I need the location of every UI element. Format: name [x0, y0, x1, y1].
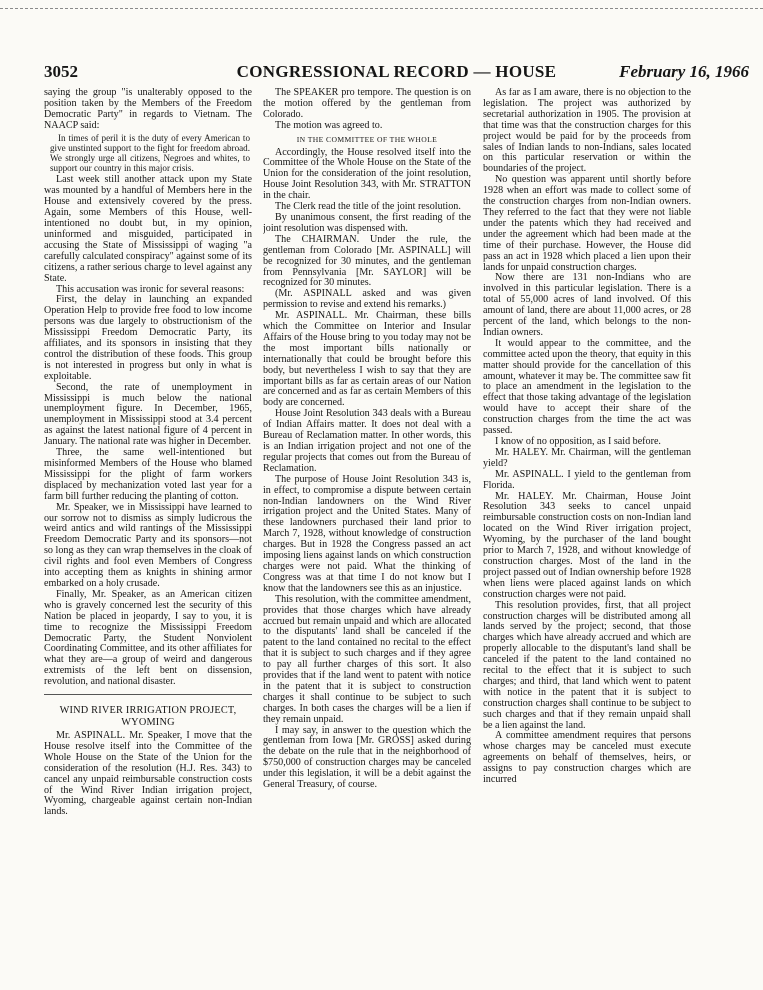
- page-number: 3052: [44, 62, 78, 81]
- paragraph: A committee amendment requires that persons whose charges may be canceled must execute agreements on behalf of themselves, heirs, or assigns to pay construction charges which are incurred: [483, 730, 691, 786]
- paragraph: This accusation was ironic for several reasons:: [56, 283, 245, 295]
- paragraph: No question was apparent until shortly before 1928 when an effort was made to collect some of the construction charges from non-Indian owners. They referred to the fact that they were not liable under the patents which they had received and under the agreement which had been made at the time of their purchase. However, the House did pass an act in 1928 which placed a lien upon their lands for unpaid construction charges.: [483, 174, 691, 273]
- paragraph: The motion was agreed to.: [275, 119, 383, 131]
- section-subheading: IN THE COMMITTEE OF THE WHOLE: [296, 134, 438, 144]
- column-2: [263, 88, 471, 978]
- paragraph: Mr. HALEY. Mr. Chairman, will the gentleman yield?: [483, 446, 691, 469]
- paragraph: This resolution, with the committee amendment, provides that those charges which have already accrued but remain unpaid and which are allocated to the disputants' land shall be canceled if the patent to the land contained no recital to the effect that it is subject to such charges and if they agree to pay all further charges of this sort. It also provides that if the land went to patent with notice in the patent that it is subject to construction charges it shall continue to be subject to such charges. In both cases the charges will be a lien if they remain unpaid.: [263, 593, 471, 725]
- paragraph: Mr. HALEY. Mr. Chairman, House Joint Resolution 343 seeks to cancel unpaid reimbursable construction costs on non-Indian land located on the Wind River irrigation project, Wyoming, by the purchaser of the land bought prior to March 7, 1928, and without knowledge of construction charges. Most of the land in the project passed out of Indian ownership before 1928 when liens were placed against lands on which construction charges were not paid.: [483, 490, 691, 600]
- paragraph: I know of no opposition, as I said before.: [495, 436, 661, 447]
- paragraph: saying the group "is unalterably opposed to the position taken by the Members of the Freedom Democratic Party" in regards to Vietnam. The NAACP said:: [44, 88, 252, 131]
- paragraph: Accordingly, the House resolved itself into the Committee of the Whole House on the State of the Union for the consideration of the joint resolution, House Joint Resolution 343, with Mr. STRATTON in the chair.: [263, 146, 471, 202]
- paragraph: Last week still another attack upon my State was mounted by a handful of Members here in the House and extensively covered by the press. Again, some Members of this House, well-intentioned no doubt but, in my opinion, uninformed and misguided, participated in accusing the State of Mississippi of waging "a carefully calculated conspiracy" against some of its citizens, a rather serious charge to level against any State.: [44, 174, 252, 284]
- paragraph: Finally, Mr. Speaker, as an American citizen who is gravely concerned lest the security of this Nation be placed in jeopardy, I say to you, it is time to recognize the Mississippi Freedom Democratic Party, the Student Nonviolent Coordinating Committee, and its other affiliates for what they are—a group of weird and dangerous extremists of the left bent on dissension, revolution, and national disaster.: [44, 588, 252, 688]
- paragraph: Now there are 131 non-Indians who are involved in this particular legislation. There is a total of 55,000 acres of land involved. Of this amount of land, there are about 11,000 acres, or 28 percent of the land, which belongs to the non-Indian owners.: [483, 272, 691, 338]
- paragraph: As far as I am aware, there is no objection to the legislation. The project was authorized by secretarial authorization in 1905. The provision at that time was that the construction charges for this project would be paid for by the proceeds from sales of Indian lands to non-Indians, sales located on this particular reservation or within the boundaries of the project.: [483, 88, 691, 175]
- paragraph: The SPEAKER pro tempore. The question is on the motion offered by the gentleman from Colorado.: [263, 88, 471, 120]
- paragraph: House Joint Resolution 343 deals with a Bureau of Indian Affairs matter. It does not deal with a Bureau of Reclamation matter. In other words, this is an Indian irrigation project and not one of the regular projects that comes out from the Bureau of Reclamation.: [263, 408, 471, 474]
- paragraph: I may say, in answer to the question which the gentleman from Iowa [Mr. GROSS] asked during the debate on the rule that in the neighborhood of $750,000 of construction charges may be canceled under this legislation, it will be a debit against the General Treasury, of course.: [263, 724, 471, 791]
- section-heading: WIND RIVER IRRIGATION PROJECT, WYOMING: [59, 705, 237, 728]
- block-quote: In times of peril it is the duty of every American to give unstinted support to the fight for freedom abroad. We strongly urge all citizens, Negroes and whites, to support our country in this major crisis.: [50, 132, 250, 174]
- page-header: [44, 62, 749, 84]
- section-divider: [44, 694, 252, 695]
- paragraph: Three, the same well-intentioned but misinformed Members of the House who blamed Mississippi for the plight of farm workers displaced by mechanization voted last year for a farm bill further reducing the planting of cotton.: [44, 447, 252, 502]
- column-3: [483, 88, 691, 978]
- paragraph: It would appear to the committee, and the committee acted upon the theory, that equity in this matter should provide for the cancellation of this amount, whatever it may be. The committee saw fit to place an amendment in the legislation to the effect that those taking advantage of the legislation would have to accept their share of the construction charges from the time the act was passed.: [483, 337, 691, 437]
- paragraph: Second, the rate of unemployment in Mississippi is much below the national unemployment figure. In December, 1965, unemployment in Mississippi stood at 3.4 percent as against the latest national figure of 4 percent in January. The national rate was higher in December.: [44, 381, 252, 448]
- paragraph: By unanimous consent, the first reading of the joint resolution was dispensed with.: [263, 211, 471, 234]
- paragraph: Mr. ASPINALL. I yield to the gentleman from Florida.: [483, 468, 691, 491]
- publication-title: CONGRESSIONAL RECORD — HOUSE: [236, 62, 557, 81]
- paragraph: The Clerk read the title of the joint resolution.: [275, 201, 461, 213]
- paragraph: Mr. Speaker, we in Mississippi have learned to our sorrow not to dismiss as simply ludicrous the weird antics and wild rantings of the Mississippi Freedom Democratic Party and its sponsors—not so long as they can wrap themselves in the cloak of civil rights and fool even Members of Congress into accepting them as knights in shining armor embarked on a holy crusade.: [44, 501, 252, 589]
- paragraph: Mr. ASPINALL. Mr. Speaker, I move that the House resolve itself into the Committee of the Whole House on the State of the Union for the consideration of the resolution (H.J. Res. 343) to cancel any unpaid reimbursable construction costs of the Wind River Indian irrigation project, Wyoming, chargeable against certain non-Indian lands.: [44, 730, 252, 818]
- publication-date: February 16, 1966: [619, 62, 749, 81]
- paragraph: The purpose of House Joint Resolution 343 is, in effect, to compromise a dispute between certain non-Indian landowners on the Wind River irrigation project and the United States. Many of these landowners purchased their land prior to March 7, 1928, without knowledge of construction charges. But in 1928 the Congress passed an act imposing liens against lands on which construction charges were not paid. What the thinking of Congress was at that time I do not know but I know that the landowners see this as an injustice.: [263, 473, 471, 594]
- paragraph: The CHAIRMAN. Under the rule, the gentleman from Colorado [Mr. ASPINALL] will be recognized for 30 minutes, and the gentleman from Pennsylvania [Mr. SAYLOR] will be recognized for 30 minutes.: [263, 233, 471, 289]
- paragraph: First, the delay in launching an expanded Operation Help to provide free food to low income persons was due largely to obstructionism of the Mississippi Freedom Democratic Party, its affiliates, and its sponsors in insisting that they control the distribution of these foods. This group is not interested in progress but only in what is exploitable.: [44, 294, 252, 382]
- paragraph: (Mr. ASPINALL asked and was given permission to revise and extend his remarks.): [263, 288, 471, 311]
- paragraph: This resolution provides, first, that all project construction charges will be distributed among all lands served by the project; second, that those charges which have already accrued and which are properly allocable to the disputant's land shall be canceled if the patent to the land contained no recital to the effect that it is subject to such charges; and third, that land which went to patent with notice in the patent that it is subject to construction charges shall continue to be subject to such charges and that if they remain unpaid shall be a lien against the land.: [483, 599, 691, 731]
- paragraph: Mr. ASPINALL. Mr. Chairman, these bills which the Committee on Interior and Insular Affairs of the House bring to you today may not be the most important bills nationally or internationally that could be brought before this body, but nevertheless I wish to say that they are important bills as far as certain areas of our Nation are concerned and as far as certain Members of this body are concerned.: [263, 310, 471, 409]
- column-1: [44, 88, 252, 978]
- page-top-border: [0, 0, 763, 9]
